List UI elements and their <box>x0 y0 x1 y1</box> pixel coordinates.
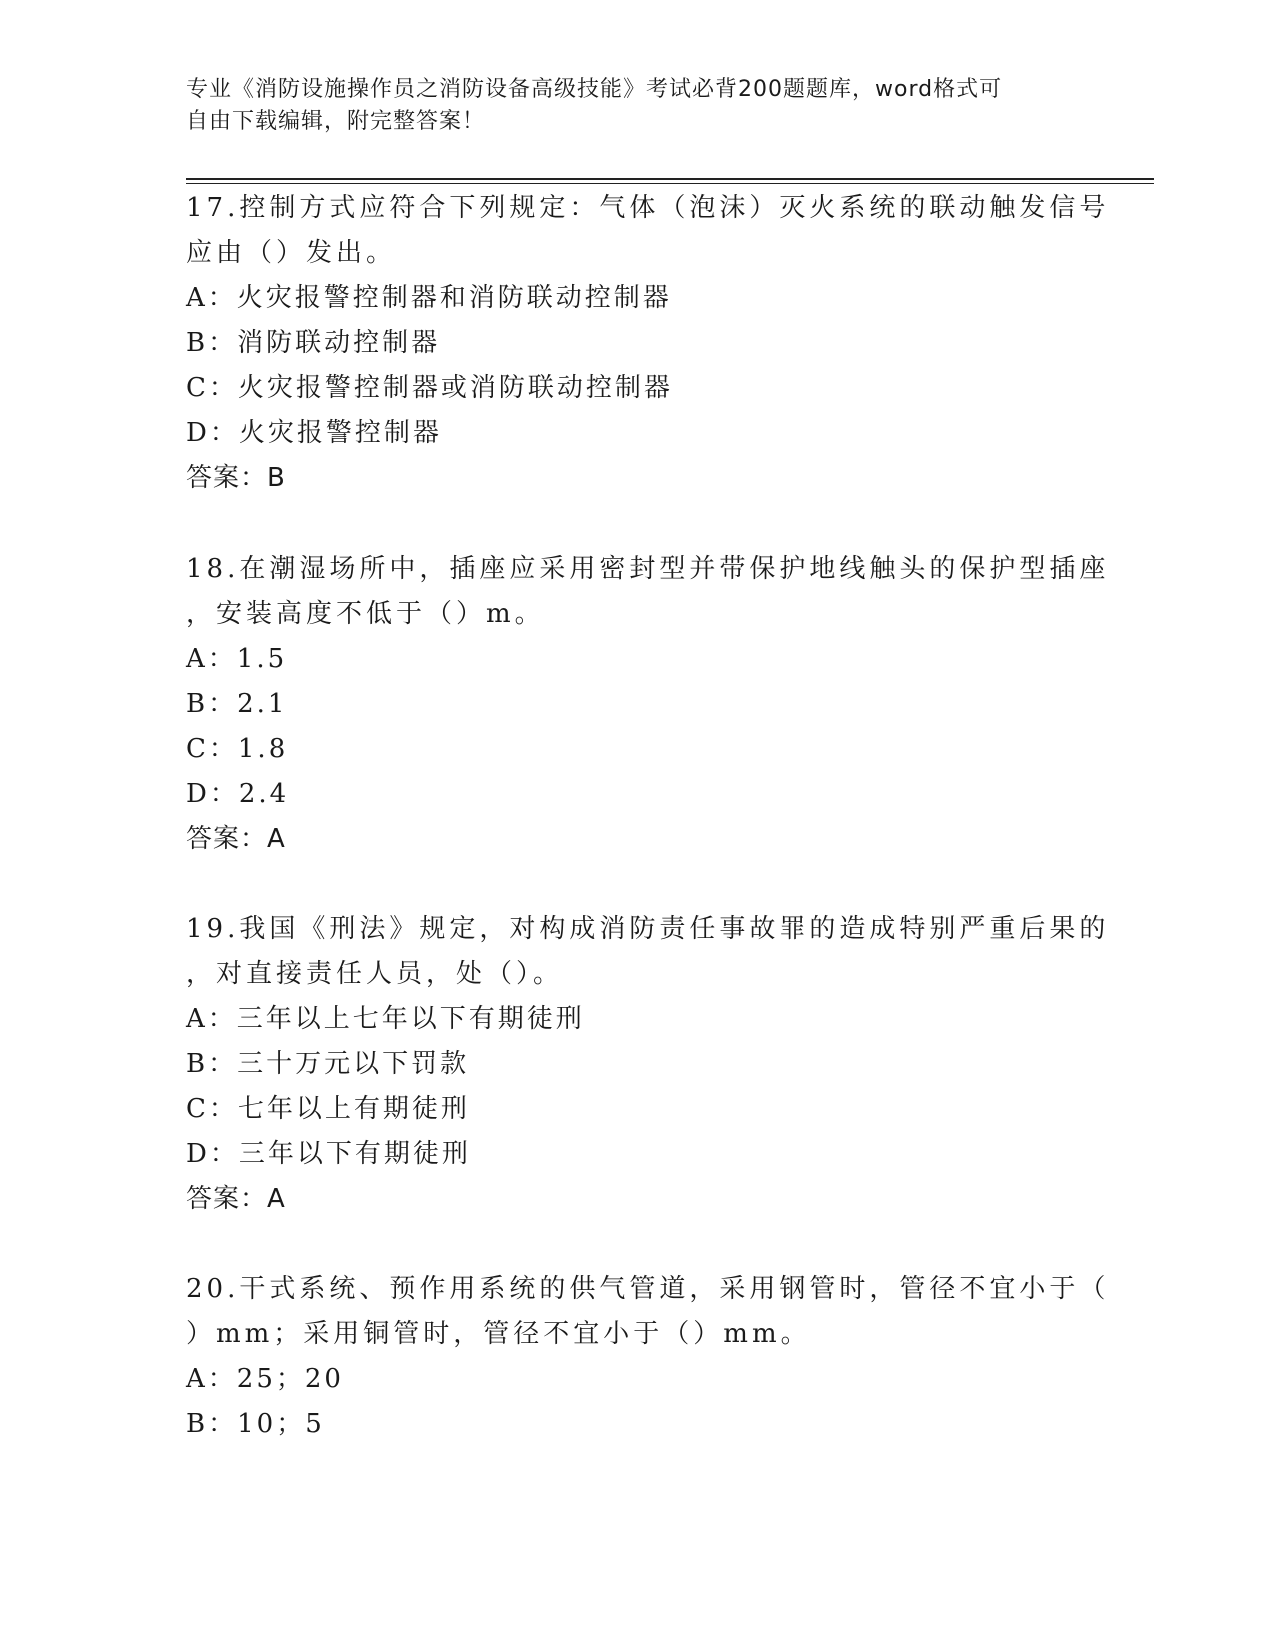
question-stem: 18.在潮湿场所中，插座应采用密封型并带保护地线触头的保护型插座 <box>186 554 1110 584</box>
answer-label: 答案：B <box>186 463 286 493</box>
question-block <box>186 547 1110 862</box>
option-a: A：1.5 <box>186 644 288 674</box>
option-a: A：火灾报警控制器和消防联动控制器 <box>186 283 672 313</box>
answer-label: 答案：A <box>186 824 286 854</box>
question-block <box>186 186 1110 501</box>
question-stem: ）mm；采用铜管时，管径不宜小于（）mm。 <box>186 1319 811 1349</box>
option-c: C：七年以上有期徒刑 <box>186 1094 470 1124</box>
question-stem: ，安装高度不低于（）m。 <box>186 599 545 629</box>
answer-label: 答案：A <box>186 1184 286 1214</box>
header-line: 自由下载编辑，附完整答案！ <box>186 109 486 134</box>
question-block <box>186 907 1110 1222</box>
header-line: 专业《消防设施操作员之消防设备高级技能》考试必背200题题库，word格式可 <box>186 77 1003 102</box>
question-stem: 20.干式系统、预作用系统的供气管道，采用钢管时，管径不宜小于（ <box>186 1274 1110 1304</box>
option-b: B：消防联动控制器 <box>186 328 441 358</box>
option-d: D：2.4 <box>186 779 290 809</box>
option-b: B：2.1 <box>186 689 288 719</box>
option-b: B：三十万元以下罚款 <box>186 1049 470 1079</box>
option-d: D：三年以下有期徒刑 <box>186 1139 471 1169</box>
option-a: A：三年以上七年以下有期徒刑 <box>186 1004 585 1034</box>
option-c: C：1.8 <box>186 734 289 764</box>
option-d: D：火灾报警控制器 <box>186 418 442 448</box>
option-c: C：火灾报警控制器或消防联动控制器 <box>186 373 673 403</box>
question-block <box>186 1267 1110 1447</box>
question-stem: ，对直接责任人员，处（）。 <box>186 959 564 989</box>
header-divider <box>186 178 1154 180</box>
option-b: B：10；5 <box>186 1409 325 1439</box>
header-divider <box>186 183 1154 184</box>
document-header <box>186 74 1066 138</box>
question-stem: 应由（）发出。 <box>186 238 397 268</box>
question-stem: 17.控制方式应符合下列规定：气体（泡沫）灭火系统的联动触发信号 <box>186 193 1110 223</box>
question-stem: 19.我国《刑法》规定，对构成消防责任事故罪的造成特别严重后果的 <box>186 914 1110 944</box>
option-a: A：25；20 <box>186 1364 344 1394</box>
